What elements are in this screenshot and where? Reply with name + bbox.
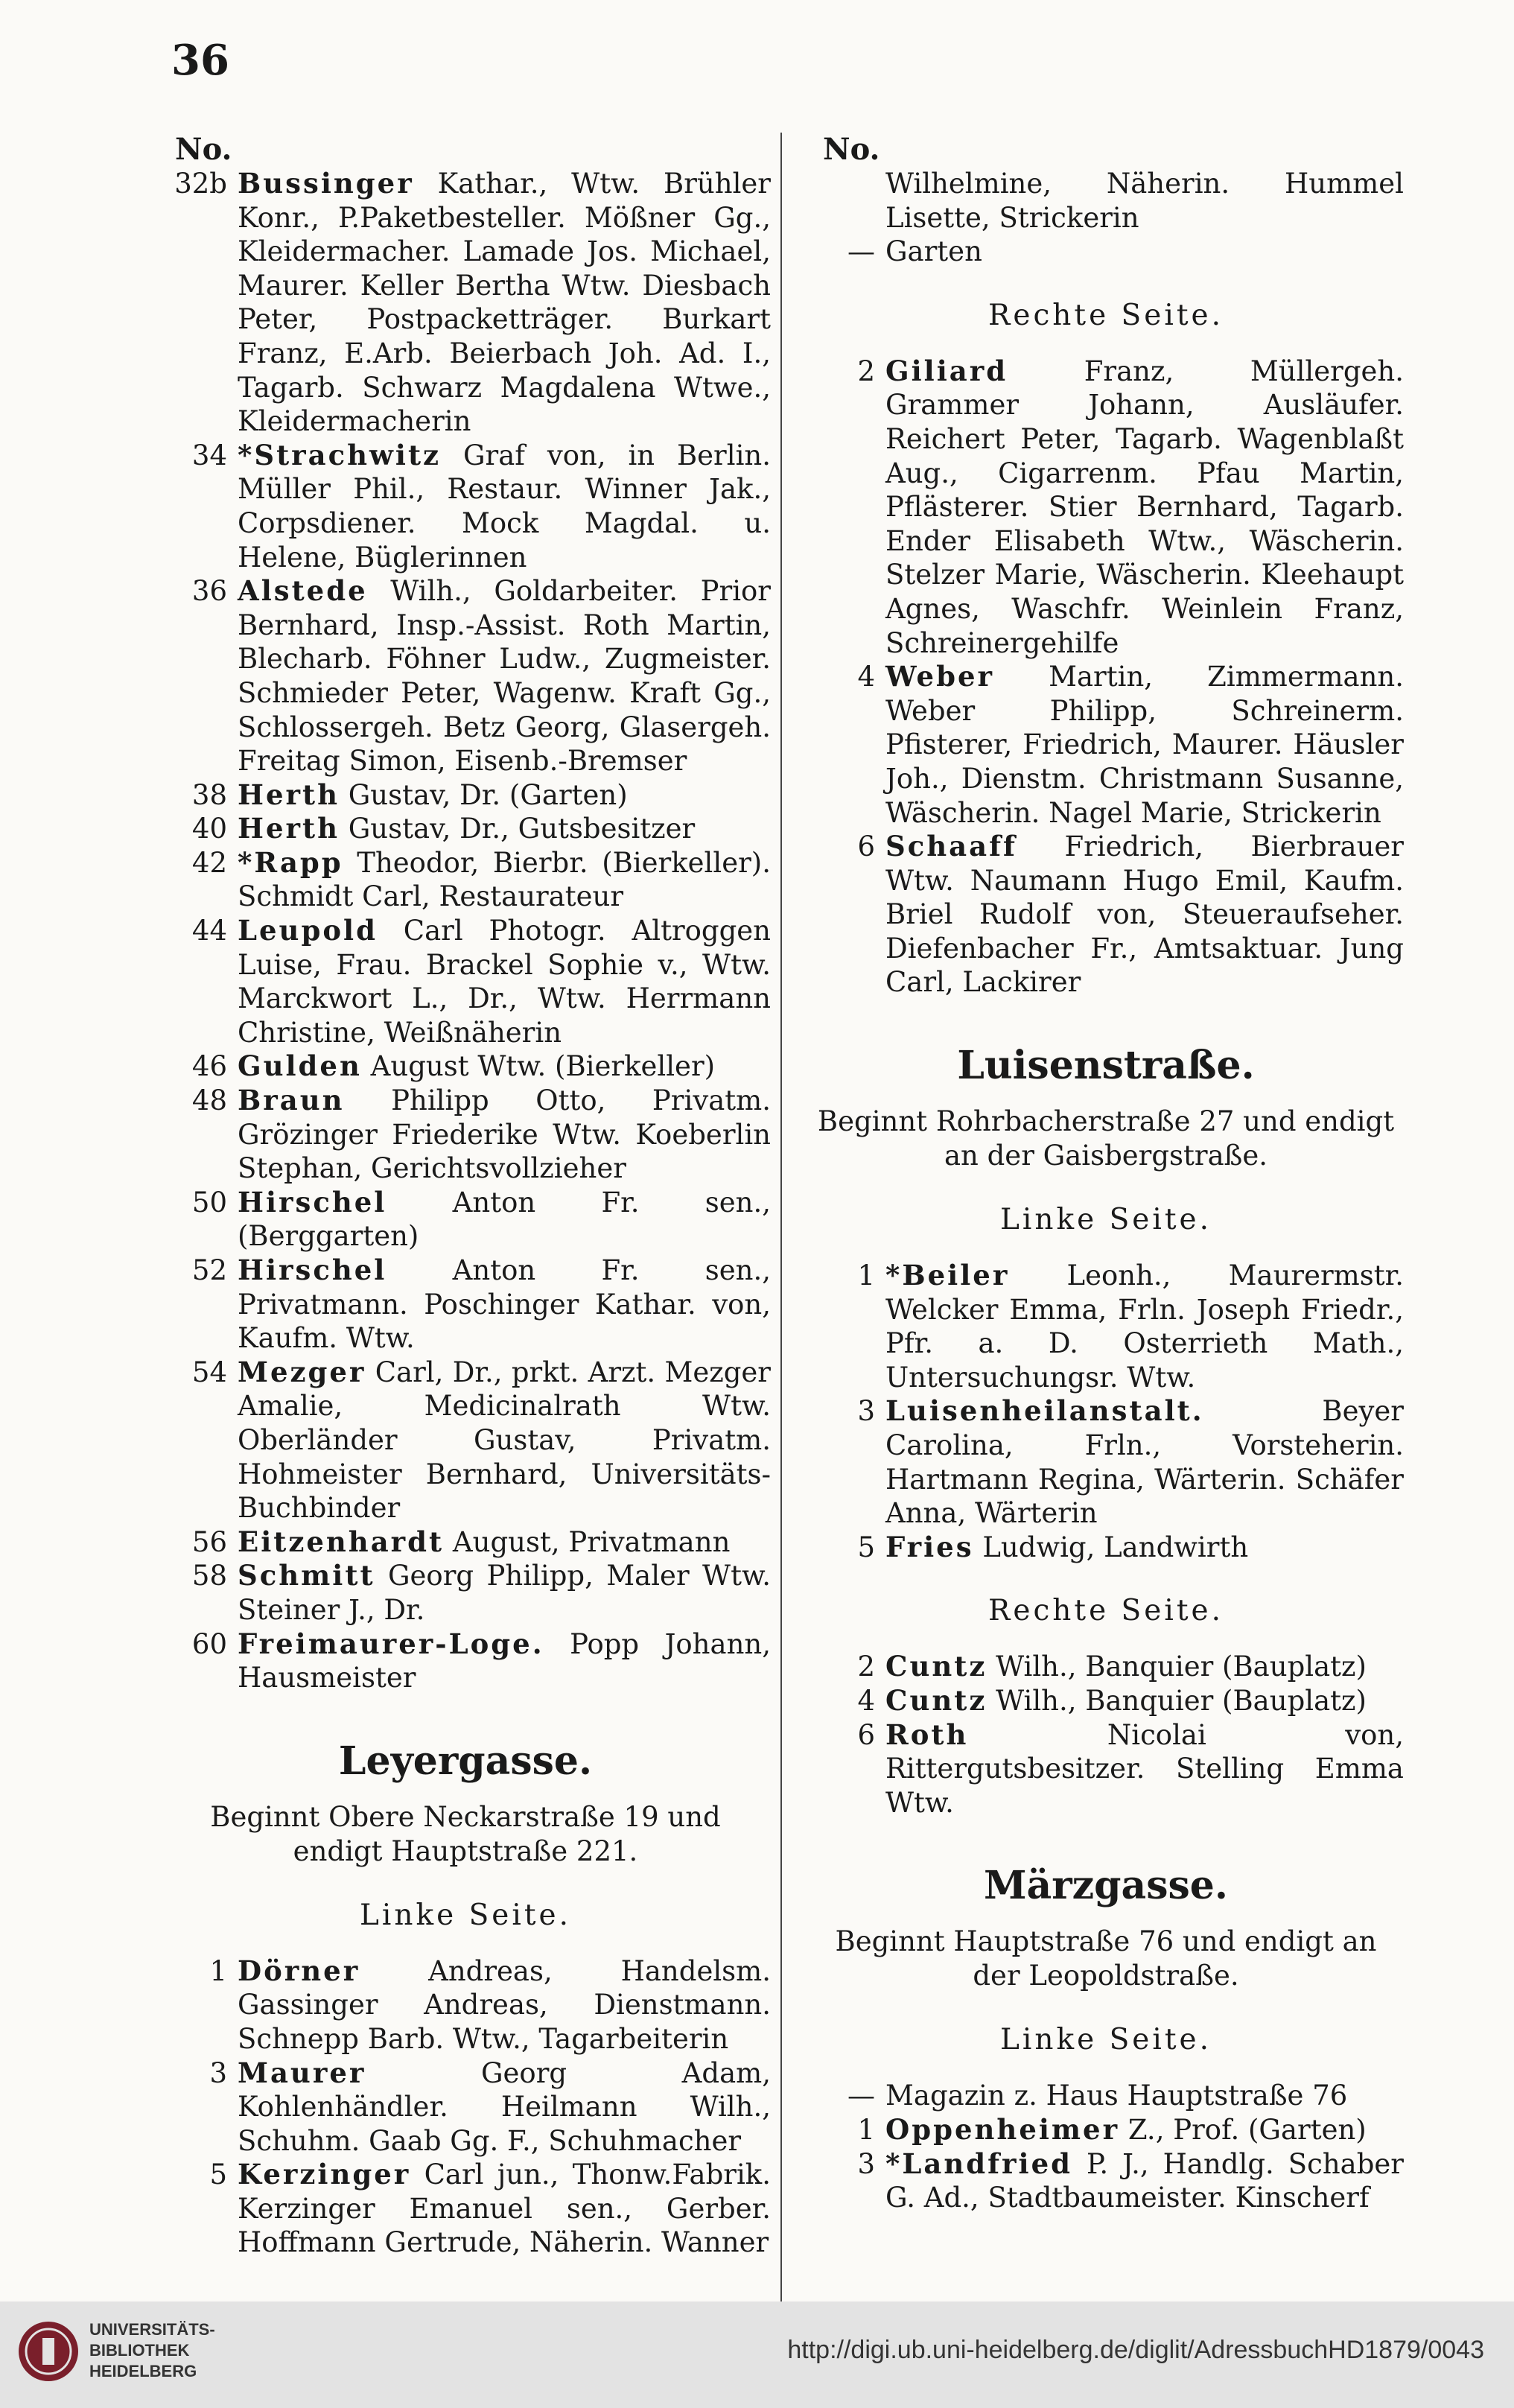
list-item	[160, 846, 771, 914]
list-item	[160, 1186, 771, 1254]
house-number: 1	[857, 2113, 875, 2146]
entries-right-side	[808, 355, 1404, 1000]
entry-text	[885, 1531, 1404, 1565]
list-item	[160, 1627, 771, 1695]
house-number	[808, 167, 885, 235]
resident-name: Oppenheimer	[885, 2112, 1120, 2146]
resident-name: Herth	[238, 778, 340, 811]
entry-text	[885, 235, 1404, 269]
house-number: 44	[191, 915, 227, 947]
resident-name: Freimaurer-Loge.	[238, 1627, 544, 1660]
entry-text	[885, 2079, 1404, 2113]
list-item	[808, 830, 1404, 1000]
page-number: 36	[171, 36, 229, 85]
side-heading: Linke Seite.	[359, 1898, 572, 1932]
resident-details: Z., Prof. (Garten)	[1127, 2113, 1367, 2146]
entry-text	[238, 1186, 771, 1254]
list-item	[808, 2147, 1404, 2215]
entries-luisen-right	[808, 1650, 1404, 1820]
resident-details: Ludwig, Landwirth	[982, 1531, 1249, 1563]
entry-text	[238, 1525, 771, 1560]
list-item	[808, 1394, 1404, 1530]
list-item	[160, 2158, 771, 2260]
entry-text	[238, 1559, 771, 1627]
house-number: 46	[191, 1050, 227, 1083]
house-number: 6	[857, 1718, 875, 1751]
resident-details: Georg Philipp, Maler Wtw. Steiner J., Dr.	[238, 1560, 771, 1626]
resident-details: Nicolai von, Rittergutsbesitzer. Stelling Emma Wtw.	[885, 1718, 1404, 1819]
resident-name: Luisenheilanstalt.	[885, 1394, 1204, 1428]
resident-details: Beyer Carolina, Frln., Vorsteherin. Hartmann Regina, Wärterin. Schäfer Anna, Wärterin	[885, 1395, 1404, 1530]
entry-text	[885, 1650, 1404, 1684]
resident-name: Eitzenhardt	[238, 1525, 445, 1558]
list-item	[160, 1049, 771, 1084]
resident-details: P. J., Handlg. Schaber G. Ad., Stadtbaumeister. Kinscherf	[885, 2147, 1404, 2214]
entries-luisen-left	[808, 1259, 1404, 1564]
entry-text	[238, 778, 771, 813]
list-item	[160, 1525, 771, 1560]
resident-name: Dörner	[238, 1954, 360, 1987]
list-item	[160, 574, 771, 778]
resident-details: August Wtw. (Bierkeller)	[370, 1050, 716, 1083]
resident-name: Gulden	[238, 1049, 362, 1083]
entry-text	[885, 2147, 1404, 2215]
list-item	[808, 1531, 1404, 1565]
list-item	[160, 1954, 771, 2056]
entry-text	[238, 2158, 771, 2260]
number-header: No.	[823, 132, 880, 167]
list-item	[160, 914, 771, 1049]
resident-name: Bussinger	[238, 167, 414, 200]
house-number: 5	[209, 2158, 227, 2191]
resident-name: *Beiler	[885, 1259, 1010, 1292]
entry-text	[238, 574, 771, 778]
resident-name: *Rapp	[238, 845, 343, 879]
house-number: 36	[191, 575, 227, 608]
street-description: Beginnt Hauptstraße 76 und endigt an der Leopoldstraße.	[835, 1925, 1377, 1992]
list-item	[160, 1254, 771, 1356]
house-number: 42	[191, 846, 227, 879]
resident-details: Philipp Otto, Privatm. Grözinger Friederike Wtw. Koeberlin Stephan, Gerichtsvollzieher	[238, 1084, 772, 1185]
list-item	[160, 1356, 771, 1525]
resident-name: Hirschel	[238, 1185, 387, 1219]
list-item	[808, 1684, 1404, 1718]
entries-maerzgasse	[808, 2079, 1404, 2214]
list-item	[808, 2113, 1404, 2147]
entry-text	[238, 439, 771, 574]
list-item	[160, 1084, 771, 1186]
entry-text	[885, 1259, 1404, 1394]
entries-leyergasse	[160, 1954, 771, 2260]
resident-details: Wilh., Banquier (Bauplatz)	[996, 1685, 1367, 1717]
list-item	[160, 167, 771, 439]
resident-details: Gustav, Dr., Gutsbesitzer	[348, 813, 696, 845]
house-number: 50	[191, 1186, 227, 1219]
resident-name: Giliard	[885, 354, 1008, 387]
list-item	[160, 812, 771, 846]
entry-text	[238, 914, 771, 1049]
street-description: Beginnt Obere Neckarstraße 19 und endigt Hauptstraße 221.	[210, 1800, 721, 1867]
house-number: 3	[857, 2147, 875, 2180]
entry-text	[238, 1627, 771, 1695]
entry-text	[238, 1049, 771, 1084]
column-divider	[780, 133, 782, 2315]
entry-text	[885, 2113, 1404, 2147]
entry-text	[885, 660, 1404, 830]
resident-details: Anton Fr. sen., Privatmann. Poschinger Kathar. von, Kaufm. Wtw.	[238, 1254, 772, 1355]
resident-details: Wilh., Goldarbeiter. Prior Bernhard, Insp.-Assist. Roth Martin, Blecharb. Föhner Ludw., Zugmeister. Schmieder Peter, Wagenw. Kraft Gg., Schlossergeh. Betz Georg, Glasergeh. Freitag Simon, Eisenb.-Bremser	[238, 575, 771, 778]
entry-text	[885, 830, 1404, 1000]
resident-name: Roth	[885, 1718, 969, 1751]
resident-details: Garten	[885, 235, 982, 268]
resident-name: *Strachwitz	[238, 438, 442, 471]
university-seal-icon	[16, 2319, 80, 2383]
street-heading-luisenstrasse: Luisenstraße.	[957, 1043, 1255, 1089]
house-number: 54	[191, 1356, 227, 1388]
resident-details: Kathar., Wtw. Brühler Konr., P.Paketbesteller. Mößner Gg., Kleidermacher. Lamade Jos. Michael, Maurer. Keller Bertha Wtw. Diesbach Peter, Postpacketträger. Burkart Franz, E.Arb. Beierbach Joh. Ad. I., Tagarb. Schwarz Magdalena Wtwe., Kleidermacherin	[238, 168, 771, 438]
entry-text	[238, 846, 771, 914]
house-number: 58	[191, 1560, 227, 1592]
list-item	[160, 439, 771, 574]
footer-bar	[0, 2301, 1514, 2408]
resident-details: Magazin z. Haus Hauptstraße 76	[885, 2080, 1348, 2112]
resident-details: Carl, Dr., prkt. Arzt. Mezger Amalie, Medicinalrath Wtw. Oberländer Gustav, Privatm. Hohmeister Bernhard, Universitäts-Buchbinder	[238, 1356, 771, 1525]
list-item	[808, 1650, 1404, 1684]
entry-text	[238, 167, 771, 439]
resident-name: Braun	[238, 1084, 345, 1117]
house-number: 60	[191, 1627, 227, 1660]
list-item	[160, 1559, 771, 1627]
entries-continued	[808, 167, 1404, 269]
side-heading: Linke Seite.	[999, 1203, 1212, 1237]
list-item	[808, 235, 1404, 269]
house-number: 5	[857, 1531, 875, 1563]
house-number: 38	[191, 778, 227, 811]
resident-name: Weber	[885, 660, 994, 693]
resident-details: August, Privatmann	[452, 1525, 731, 1558]
resident-name: Schaaff	[885, 830, 1017, 863]
house-number: —	[847, 2080, 875, 2112]
resident-details: Leonh., Maurermstr. Welcker Emma, Frln. Joseph Friedr., Pfr. a. D. Osterrieth Math., Untersuchungsr. Wtw.	[885, 1259, 1404, 1394]
street-description: Beginnt Rohrbacherstraße 27 und endigt an der Gaisbergstraße.	[817, 1105, 1395, 1172]
entry-text	[238, 1254, 771, 1356]
resident-name: Cuntz	[885, 1650, 987, 1683]
house-number: 3	[209, 2056, 227, 2089]
street-heading-maerzgasse: Märzgasse.	[984, 1863, 1228, 1909]
resident-name: Herth	[238, 812, 340, 845]
entry-text	[885, 355, 1404, 660]
list-item	[808, 2079, 1404, 2113]
house-number: —	[847, 235, 875, 268]
entry-text	[238, 1954, 771, 2056]
street-heading-leyergasse: Leyergasse.	[338, 1738, 593, 1784]
resident-details: Carl Photogr. Altroggen Luise, Frau. Brackel Sophie v., Wtw. Marckwort L., Dr., Wtw. Herrmann Christine, Weißnäherin	[238, 915, 771, 1049]
house-number: 56	[191, 1525, 227, 1558]
right-column	[808, 133, 1404, 2215]
house-number: 2	[857, 1651, 875, 1683]
number-header: No.	[175, 132, 232, 167]
resident-details: Graf von, in Berlin. Müller Phil., Restaur. Winner Jak., Corpsdiener. Mock Magdal. u. Helene, Büglerinnen	[238, 439, 772, 574]
house-number: 32b	[174, 168, 227, 200]
entry-text	[238, 2056, 771, 2158]
entry-text	[238, 812, 771, 846]
house-number: 48	[191, 1084, 227, 1117]
resident-details: Martin, Zimmermann. Weber Philipp, Schreinerm. Pfisterer, Friedrich, Maurer. Häusler Joh., Dienstm. Christmann Susanne, Wäscherin. Nagel Marie, Strickerin	[885, 661, 1405, 829]
resident-name: Cuntz	[885, 1684, 987, 1717]
resident-name: Fries	[885, 1530, 974, 1563]
entries-continued	[160, 167, 771, 1695]
resident-details: Popp Johann, Hausmeister	[238, 1627, 771, 1694]
resident-details: Wilhelmine, Näherin. Hummel Lisette, Strickerin	[885, 168, 1404, 234]
list-item	[160, 778, 771, 813]
house-number: 6	[857, 830, 875, 863]
house-number: 52	[191, 1254, 227, 1286]
resident-name: Mezger	[238, 1355, 366, 1388]
resident-details: Gustav, Dr. (Garten)	[348, 778, 628, 811]
resident-details: Georg Adam, Kohlenhändler. Heilmann Wilh., Schuhm. Gaab Gg. F., Schuhmacher	[238, 2056, 771, 2157]
entry-text	[238, 1084, 771, 1186]
entry-text	[885, 1394, 1404, 1530]
resident-name: *Landfried	[885, 2147, 1072, 2180]
house-number: 4	[857, 1685, 875, 1717]
side-heading: Rechte Seite.	[988, 298, 1224, 332]
list-item	[808, 1259, 1404, 1394]
left-column	[160, 133, 771, 2260]
resident-details: Friedrich, Bierbrauer Wtw. Naumann Hugo Emil, Kaufm. Briel Rudolf von, Steueraufseher. Diefenbacher Fr., Amtsaktuar. Jung Carl, Lackirer	[885, 830, 1404, 999]
house-number: 40	[191, 813, 227, 845]
resident-details: Carl jun., Thonw.Fabrik. Kerzinger Emanuel sen., Gerber. Hoffmann Gertrude, Näherin. Wanner	[238, 2158, 771, 2259]
source-url-link[interactable]: http://digi.ub.uni-heidelberg.de/diglit/AdressbuchHD1879/0043	[787, 2336, 1484, 2364]
house-number: 1	[857, 1259, 875, 1292]
entry-text	[238, 1356, 771, 1525]
resident-details: Franz, Müllergeh. Grammer Johann, Ausläufer. Reichert Peter, Tagarb. Wagenblaßt Aug., Cigarrenm. Pfau Martin, Pflästerer. Stier Bernhard, Tagarb. Ender Elisabeth Wtw., Wäscherin. Stelzer Marie, Wäscherin. Kleehaupt Agnes, Waschfr. Weinlein Franz, Schreinergehilfe	[885, 355, 1404, 659]
side-heading: Rechte Seite.	[988, 1594, 1224, 1628]
entry-text	[885, 1718, 1404, 1820]
resident-details: Andreas, Handelsm. Gassinger Andreas, Dienstmann. Schnepp Barb. Wtw., Tagarbeiterin	[238, 1954, 772, 2055]
library-name: UNIVERSITÄTS- BIBLIOTHEK HEIDELBERG	[89, 2320, 215, 2380]
list-item	[808, 355, 1404, 660]
house-number: 34	[191, 439, 227, 471]
list-item	[808, 1718, 1404, 1820]
resident-name: Maurer	[238, 2056, 366, 2089]
house-number: 1	[209, 1954, 227, 1987]
house-number: 3	[857, 1395, 875, 1428]
resident-name: Leupold	[238, 914, 378, 947]
resident-name: Hirschel	[238, 1254, 387, 1286]
resident-name: Kerzinger	[238, 2158, 411, 2191]
resident-name: Schmitt	[238, 1559, 375, 1592]
resident-details: Theodor, Bierbr. (Bierkeller). Schmidt Carl, Restaurateur	[238, 846, 771, 913]
list-item	[160, 2056, 771, 2158]
side-heading: Linke Seite.	[999, 2023, 1212, 2057]
list-item	[808, 660, 1404, 830]
resident-details: Wilh., Banquier (Bauplatz)	[996, 1651, 1367, 1683]
list-item	[808, 167, 1404, 235]
resident-name: Alstede	[238, 574, 368, 608]
entry-text	[885, 167, 1404, 235]
house-number: 4	[857, 661, 875, 693]
house-number: 2	[857, 355, 875, 387]
resident-details: Anton Fr. sen., (Berggarten)	[238, 1186, 772, 1253]
entry-text	[885, 1684, 1404, 1718]
